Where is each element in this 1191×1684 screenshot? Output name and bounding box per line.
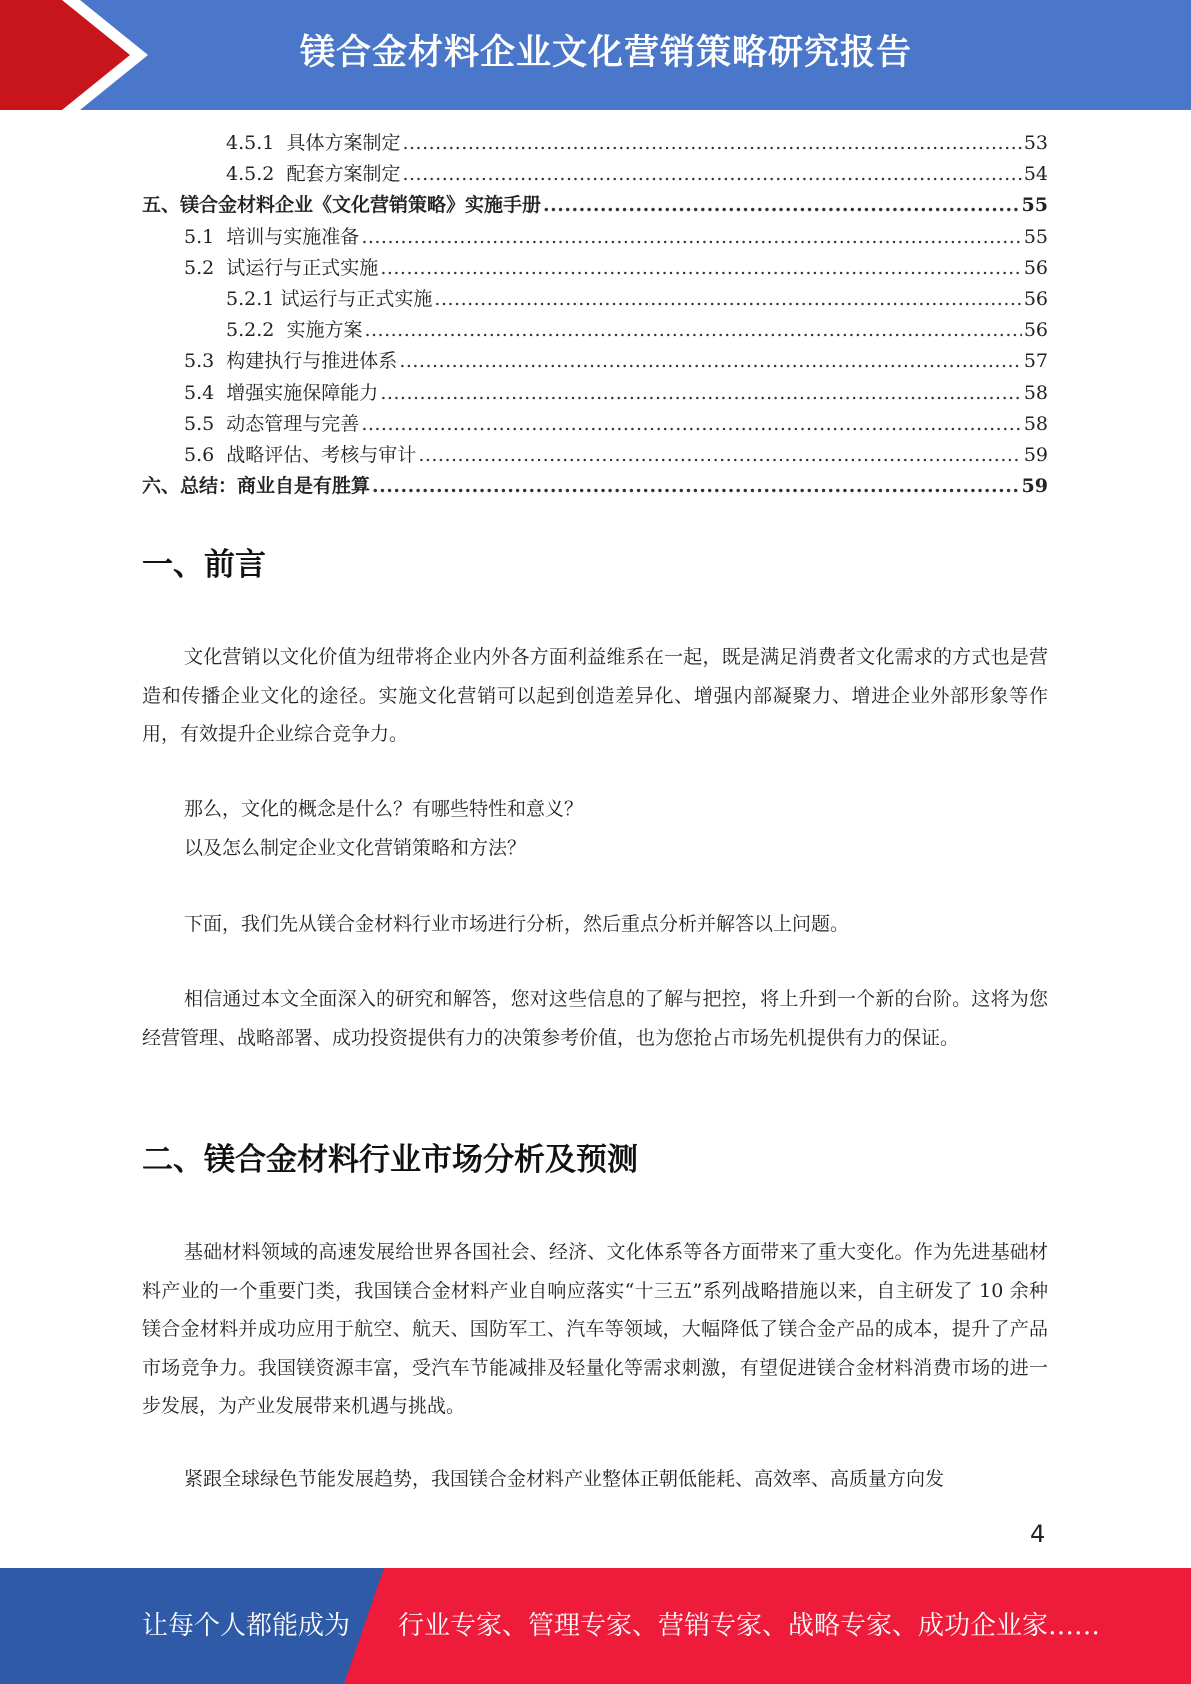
footer-slogan-right: 行业专家、管理专家、营销专家、战略专家、成功企业家…… — [398, 1611, 1101, 1641]
toc-entry-page: 53 — [1023, 132, 1048, 154]
preface-body-2 — [142, 905, 1048, 944]
market-analysis-body-2 — [142, 1460, 1048, 1499]
toc-entry-title: 培训与实施准备 — [226, 225, 360, 248]
toc-entry-title: 六、总结：商业自是有胜算 — [142, 475, 371, 498]
toc-entry-page: 56 — [1023, 287, 1048, 310]
paragraph: 相信通过本文全面深入的研究和解答，您对这些信息的了解与把控，将上升到一个新的台阶。这将为您经营管理、战略部署、成功投资提供有力的决策参考价值，也为您抢占市场先机提供有力的保证。 — [142, 988, 1048, 1049]
toc-entry[interactable] — [142, 128, 1048, 159]
paragraph: 那么，文化的概念是什么？有哪些特性和意义？ — [184, 798, 584, 820]
toc-entry-number: 4.5.2 — [226, 163, 287, 186]
toc-leader-dots — [402, 128, 1021, 159]
preface-body — [142, 638, 1048, 754]
toc-leader-dots — [380, 378, 1022, 409]
toc-entry-page: 55 — [1021, 194, 1048, 217]
table-of-contents — [142, 128, 1048, 502]
toc-entry-number: 5.6 — [184, 443, 227, 466]
toc-entry-number: 5.2 — [184, 256, 227, 279]
toc-entry[interactable] — [142, 190, 1048, 221]
section-heading: 二、镁合金材料行业市场分析及预测 — [142, 1142, 638, 1178]
toc-leader-dots — [372, 471, 1020, 502]
preface-questions — [142, 790, 1048, 867]
toc-entry-page: 56 — [1023, 319, 1048, 342]
page-footer — [0, 1568, 1191, 1684]
toc-leader-dots — [418, 440, 1022, 471]
paragraph: 紧跟全球绿色节能发展趋势，我国镁合金材料产业整体正朝低能耗、高效率、高质量方向发 — [184, 1468, 945, 1490]
toc-leader-dots — [361, 409, 1022, 440]
paragraph: 文化营销以文化价值为纽带将企业内外各方面利益维系在一起，既是满足消费者文化需求的方式也是营造和传播企业文化的途径。实施文化营销可以起到创造差异化、增强内部凝聚力、增进企业外部形象等作用，有效提升企业综合竞争力。 — [142, 646, 1048, 745]
toc-entry[interactable] — [142, 471, 1048, 502]
paragraph: 下面，我们先从镁合金材料行业市场进行分析，然后重点分析并解答以上问题。 — [184, 913, 850, 935]
toc-entry[interactable] — [142, 409, 1048, 440]
toc-entry-title: 具体方案制定 — [286, 132, 401, 154]
market-analysis-body — [142, 1233, 1048, 1426]
toc-entry-page: 59 — [1023, 443, 1048, 466]
toc-entry-number: 5.4 — [184, 381, 227, 404]
toc-entry-title: 动态管理与完善 — [226, 412, 360, 435]
toc-entry-number: 5.3 — [184, 350, 227, 373]
toc-entry[interactable] — [142, 440, 1048, 471]
toc-entry-page: 58 — [1023, 381, 1048, 404]
toc-entry-title: 构建执行与推进体系 — [226, 350, 398, 373]
toc-entry-title: 试运行与正式实施 — [226, 256, 379, 279]
toc-entry-number: 5.5 — [184, 412, 227, 435]
paragraph: 基础材料领域的高速发展给世界各国社会、经济、文化体系等各方面带来了重大变化。作为先进基础材料产业的一个重要门类，我国镁合金材料产业自响应落实“十三五”系列战略措施以来，自主研发了 10 余种镁合金材料并成功应用于航空、航天、国防军工、汽车等领域，大幅降低了镁合金产品的成本，提升了产品市场竞争力。我国镁资源丰富，受汽车节能减排及轻量化等需求刺激，有望促进镁合金材料消费市场的进一步发展，为产业发展带来机遇与挑战。 — [142, 1241, 1048, 1417]
toc-entry[interactable] — [142, 346, 1048, 377]
toc-entry-title: 增强实施保障能力 — [226, 381, 379, 404]
toc-entry-title: 五、镁合金材料企业《文化营销策略》实施手册 — [142, 194, 542, 217]
section-preface — [142, 545, 1048, 585]
paragraph: 以及怎么制定企业文化营销策略和方法？ — [184, 836, 527, 859]
page-header — [0, 0, 1191, 110]
toc-entry[interactable] — [142, 284, 1048, 315]
toc-entry[interactable] — [142, 159, 1048, 190]
toc-leader-dots — [361, 222, 1022, 253]
toc-entry-number: 5.2.2 — [226, 319, 287, 342]
toc-entry-page: 59 — [1021, 475, 1048, 498]
toc-entry-page: 58 — [1023, 412, 1048, 435]
toc-leader-dots — [399, 346, 1022, 377]
toc-leader-dots — [364, 315, 1021, 346]
toc-leader-dots — [402, 159, 1021, 190]
toc-entry-page: 55 — [1023, 225, 1048, 248]
toc-entry-number: 5.1 — [184, 225, 227, 248]
toc-entry-title: 战略评估、考核与审计 — [226, 443, 417, 466]
report-title: 镁合金材料企业文化营销策略研究报告 — [300, 33, 913, 73]
toc-entry-page: 54 — [1023, 163, 1048, 186]
section-heading: 一、前言 — [142, 547, 266, 583]
toc-entry[interactable] — [142, 253, 1048, 284]
page-number: 4 — [1030, 1520, 1046, 1548]
toc-leader-dots — [543, 190, 1020, 221]
toc-entry-page: 56 — [1023, 256, 1048, 279]
section-market-analysis — [142, 1140, 1048, 1180]
toc-entry[interactable] — [142, 222, 1048, 253]
toc-entry[interactable] — [142, 315, 1048, 346]
preface-body-3 — [142, 980, 1048, 1057]
toc-entry[interactable] — [142, 378, 1048, 409]
footer-slogan-left: 让每个人都能成为 — [142, 1611, 351, 1641]
toc-entry-title: 配套方案制定 — [286, 163, 401, 186]
toc-entry-title: 试运行与正式实施 — [280, 287, 433, 310]
toc-entry-page: 57 — [1023, 350, 1048, 373]
toc-entry-number: 4.5.1 — [226, 132, 287, 154]
toc-leader-dots — [434, 284, 1021, 315]
toc-entry-title: 实施方案 — [286, 319, 363, 342]
toc-entry-number: 5.2.1 — [226, 287, 281, 310]
toc-leader-dots — [380, 253, 1022, 284]
